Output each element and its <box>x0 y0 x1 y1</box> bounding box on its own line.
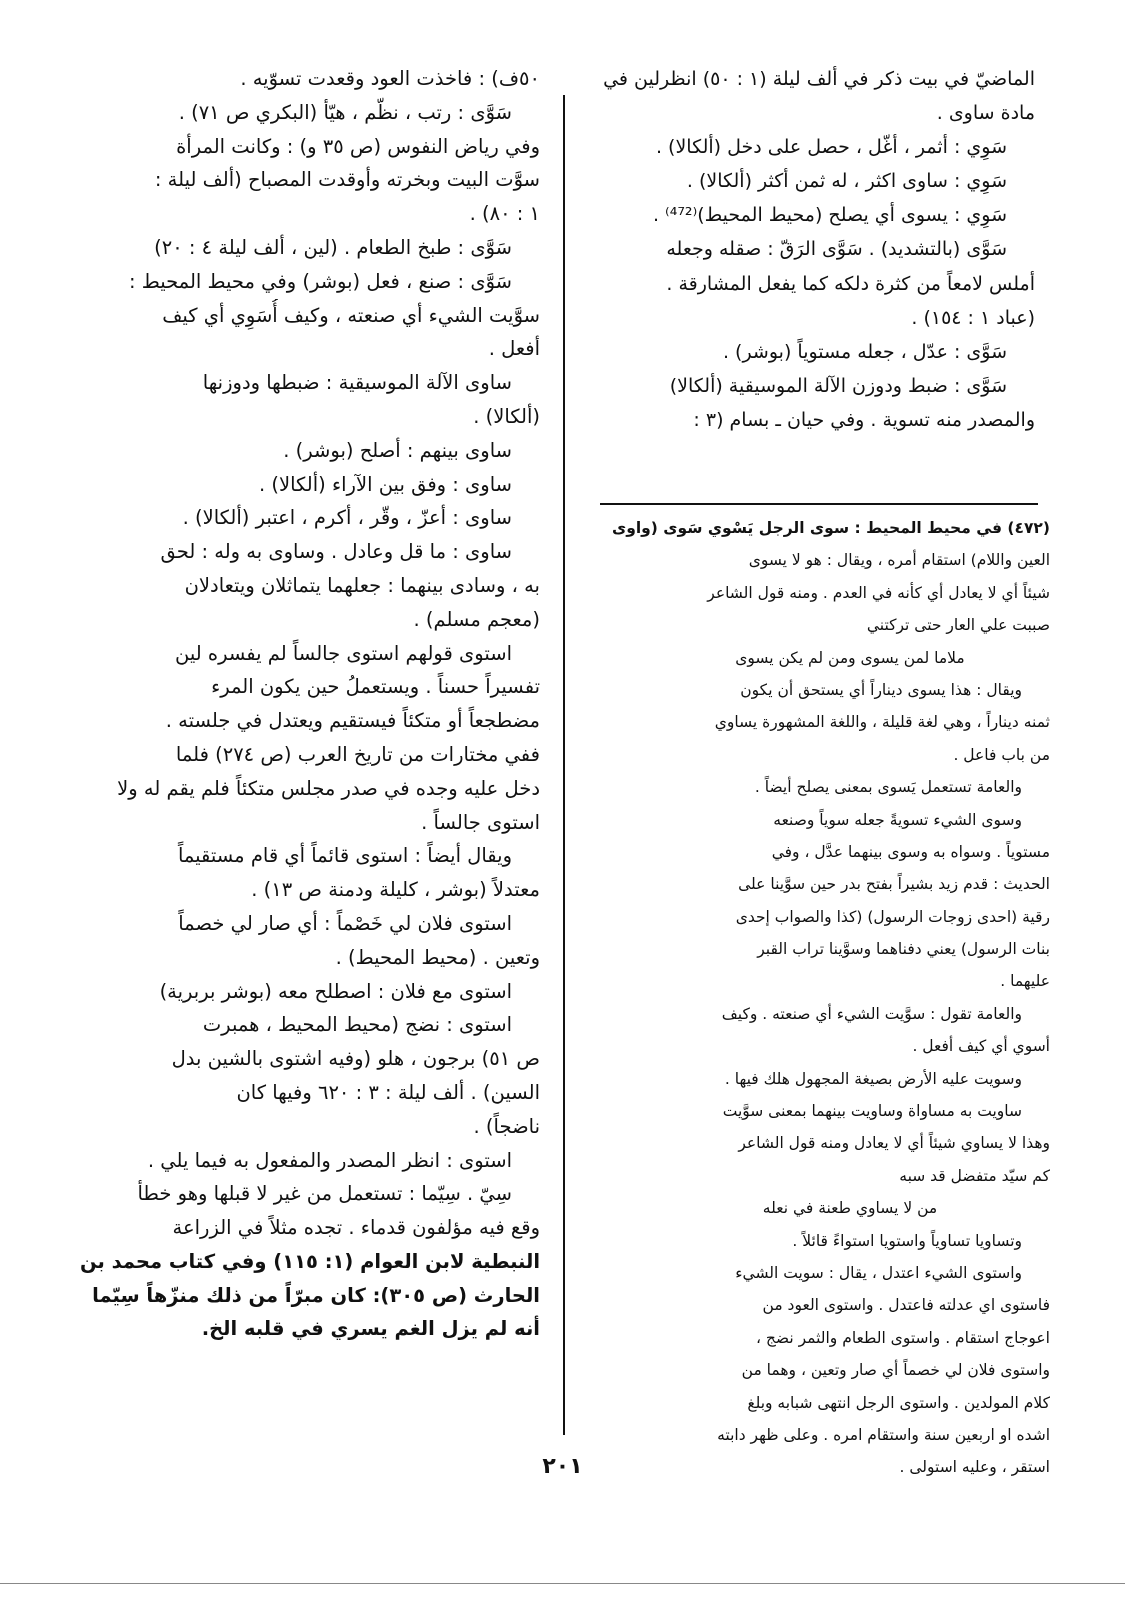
footnote-line: من باب فاعل . <box>953 745 1050 764</box>
footnote-line: ساويت به مساواة وساويت بينهما بمعنى سوَّيت <box>722 1102 1022 1121</box>
text-line: سوَّيت الشيء أي صنعته ، وكيف أُسَوِي أي كيف <box>162 303 540 327</box>
footnote-line: مستوياً . وسواه به وسوى بينهما عدَّل ، وفي <box>771 842 1050 861</box>
footnote-line: الحديث : قدم زيد بشيراً بفتح بدر حين سوَّينا على <box>738 875 1050 894</box>
footnote-line: كلام المولدين . واستوى الرجل انتهى شبابه وبلغ <box>747 1393 1050 1412</box>
text-line: سَوَّى (بالتشديد) . سَوَّى الرَقّ : صقله وجعله <box>666 238 1007 261</box>
footnote-line: وسوى الشيء تسويةً جعله سوياً وصنعه <box>773 810 1022 829</box>
footnote-line: واستوى فلان لي خصماً أي صار وتعين ، وهما من <box>741 1361 1050 1380</box>
footnote-verse: ملاما لمن يسوى ومن لم يكن يسوى <box>735 648 965 667</box>
text-line: ففي مختارات من تاريخ العرب (ص ٢٧٤) فلما <box>175 742 540 766</box>
text-line: استوى : نضج (محيط المحيط ، همبرت <box>202 1013 512 1037</box>
text-line: سَوَّى : رتب ، نظّم ، هيّأ (البكري ص ٧١) . <box>178 100 512 124</box>
column-divider <box>563 95 565 1435</box>
right-column <box>590 62 1035 437</box>
text-line: سَوِي : يسوى أي يصلح (محيط المحيط)⁽⁴⁷²⁾ . <box>652 204 1007 227</box>
text-line: وتعين . (محيط المحيط) . <box>335 945 540 969</box>
text-line: سِيّ . سِيّما : تستعمل من غير لا قبلها وهو خطأ <box>137 1182 512 1206</box>
footnote-line: ثمنه ديناراً ، وهي لغة قليلة ، واللغة المشهورة يساوي <box>714 713 1050 732</box>
text-line: سَوَّى : صنع ، فعل (بوشر) وفي محيط المحيط : <box>128 269 512 293</box>
text-line: أفعل . <box>488 337 540 361</box>
text-line: سَوَّى : ضبط ودوزن الآلة الموسيقية (ألكالا) <box>669 374 1007 397</box>
text-line: ويقال أيضاً : استوى قائماً أي قام مستقيماً <box>177 844 512 868</box>
text-line: (ألكالا) . <box>473 404 540 428</box>
text-line: سَوَّى : طبخ الطعام . (لين ، ألف ليلة ٤ : ٢٠) <box>154 235 512 259</box>
page-bottom-edge <box>0 1583 1125 1584</box>
footnote-verse: كم سيّد متفضل قد سبه <box>899 1166 1050 1185</box>
footnote-verse: صببت علي العار حتى تركتني <box>866 616 1050 635</box>
text-line: ساوى : أعزّ ، وقّر ، أكرم ، اعتبر (ألكالا) . <box>182 506 512 530</box>
text-line: والمصدر منه تسوية . وفي حيان ـ بسام (٣ : <box>693 408 1035 431</box>
footnote-line: أسوي أي كيف أفعل . <box>912 1037 1050 1056</box>
footnote-line: والعامة تقول : سوَّيت الشيء أي صنعته . وكيف <box>721 1004 1022 1023</box>
text-line: السين) . ألف ليلة : ٣ : ٦٢٠ وفيها كان <box>236 1080 540 1104</box>
footnote-line: العين واللام) استقام أمره ، ويقال : هو لا يسوى <box>748 551 1050 570</box>
footnote-line: رقية (احدى زوجات الرسول) (كذا والصواب إحدى <box>735 907 1050 926</box>
footnote-verse: من لا يساوي طعنة في نعله <box>762 1199 938 1218</box>
text-line: أملس لامعاً من كثرة دلكه كما يفعل المشارقة . <box>666 272 1035 295</box>
footnote-line: والعامة تستعمل يَسوى بمعنى يصلح أيضاً . <box>754 778 1022 797</box>
footnote-line: وهذا لا يساوي شيئاً أي لا يعادل ومنه قول الشاعر <box>738 1134 1050 1153</box>
footnote-line: (٤٧٢) في محيط المحيط : سوى الرجل يَسْوي سَوى (واوى <box>612 519 1050 537</box>
footnote-divider <box>600 503 1038 505</box>
text-line: سَوَّى : عدّل ، جعله مستوياً (بوشر) . <box>722 340 1007 363</box>
text-line: استوى : انظر المصدر والمفعول به فيما يلي . <box>147 1148 512 1172</box>
text-line: مضطجعاً أو متكئاً فيستقيم ويعتدل في جلسته . <box>165 709 540 733</box>
text-line: الحارث (ص ٣٠٥): كان مبرّاً من ذلك منزّهاً سِيّما <box>92 1283 540 1307</box>
text-line: وقع فيه مؤلفون قدماء . تجده مثلاً في الزراعة <box>172 1216 540 1240</box>
text-line: ساوى : ما قل وعادل . وساوى به وله : لحق <box>160 540 512 564</box>
text-line: دخل عليه وجده في صدر مجلس متكئاً فلم يقم له ولا <box>117 776 540 800</box>
text-line: ص ٥١) برجون ، هلو (وفيه اشتوى بالشين بدل <box>171 1047 540 1071</box>
text-line: ١ : ٨٠) . <box>469 202 540 226</box>
text-line: استوى جالساً . <box>421 810 540 834</box>
text-line: استوى قولهم استوى جالساً لم يفسره لين <box>175 641 512 665</box>
text-line: استوى مع فلان : اصطلح معه (بوشر بربرية) <box>159 979 512 1003</box>
footnote-line: عليهما . <box>1000 972 1050 991</box>
text-line: سَوِي : ساوى اكثر ، له ثمن أكثر (ألكالا) . <box>686 170 1007 193</box>
footnote-line: شيئاً أي لا يعادل أي كأنه في العدم . ومنه قول الشاعر <box>707 583 1050 602</box>
text-line: ناضجاً) . <box>473 1114 540 1138</box>
text-line: وفي رياض النفوس (ص ٣٥ و) : وكانت المرأة <box>176 134 540 158</box>
text-line: استوى فلان لي خَصْماً : أي صار لي خصماً <box>178 911 512 935</box>
footnote-line: وسويت عليه الأرض بصيغة المجهول هلك فيها . <box>724 1069 1022 1088</box>
text-line: سَوِي : أثمر ، أغّل ، حصل على دخل (ألكالا) . <box>655 136 1007 159</box>
text-line: تفسيراً حسناً . ويستعملُ حين يكون المرء <box>211 675 540 699</box>
footnote-line: فاستوى اي عدلته فاعتدل . واستوى العود من <box>762 1296 1050 1315</box>
left-column <box>70 62 540 1346</box>
footnote-line: بنات الرسول) يعني دفناهما وسوَّينا تراب القبر <box>757 940 1050 959</box>
text-line: ساوى : وفق بين الآراء (ألكالا) . <box>258 472 512 496</box>
footnote-line: اعوجاج استقام . واستوى الطعام والثمر نضج ، <box>755 1328 1050 1347</box>
footnote-line: واستوى الشيء اعتدل ، يقال : سويت الشيء <box>735 1263 1022 1282</box>
text-line: مادة ساوى . <box>936 102 1035 125</box>
footnote-line: وتساويا تساوياً واستويا استواءً قائلاً . <box>792 1231 1022 1250</box>
text-line: (عباد ١ : ١٥٤) . <box>911 306 1035 329</box>
text-line: به ، وسادى بينهما : جعلهما يتماثلان ويتعادلان <box>184 573 540 597</box>
footnote-block <box>590 512 1050 1484</box>
text-line: معتدلاً (بوشر ، كليلة ودمنة ص ١٣) . <box>251 878 540 902</box>
footnote-line: اشده او اربعين سنة واستقام امره . وعلى ظهر دابته <box>717 1425 1050 1444</box>
text-line: (معجم مسلم) . <box>413 607 540 631</box>
text-line: ٥٠ف) : فاخذت العود وقعدت تسوّيه . <box>240 67 540 90</box>
text-line: الماضيّ في بيت ذكر في ألف ليلة (١ : ٥٠) انظرلين في <box>603 68 1035 90</box>
text-line: النبطية لابن العوام (١: ١١٥) وفي كتاب محمد بن <box>79 1249 540 1273</box>
text-line: ساوى الآلة الموسيقية : ضبطها ودوزنها <box>202 371 512 395</box>
footnote-line: ويقال : هذا يسوى ديناراً أي يستحق أن يكون <box>740 680 1022 699</box>
text-line: سوَّت البيت وبخرته وأوقدت المصباح (ألف ليلة : <box>154 168 540 192</box>
text-line: ساوى بينهم : أصلح (بوشر) . <box>283 438 512 462</box>
text-line: أنه لم يزل الغم يسري في قلبه الخ. <box>201 1317 540 1341</box>
page-number: ٢٠١ <box>542 1454 583 1479</box>
footnote-line: استقر ، وعليه استولى . <box>899 1458 1050 1477</box>
